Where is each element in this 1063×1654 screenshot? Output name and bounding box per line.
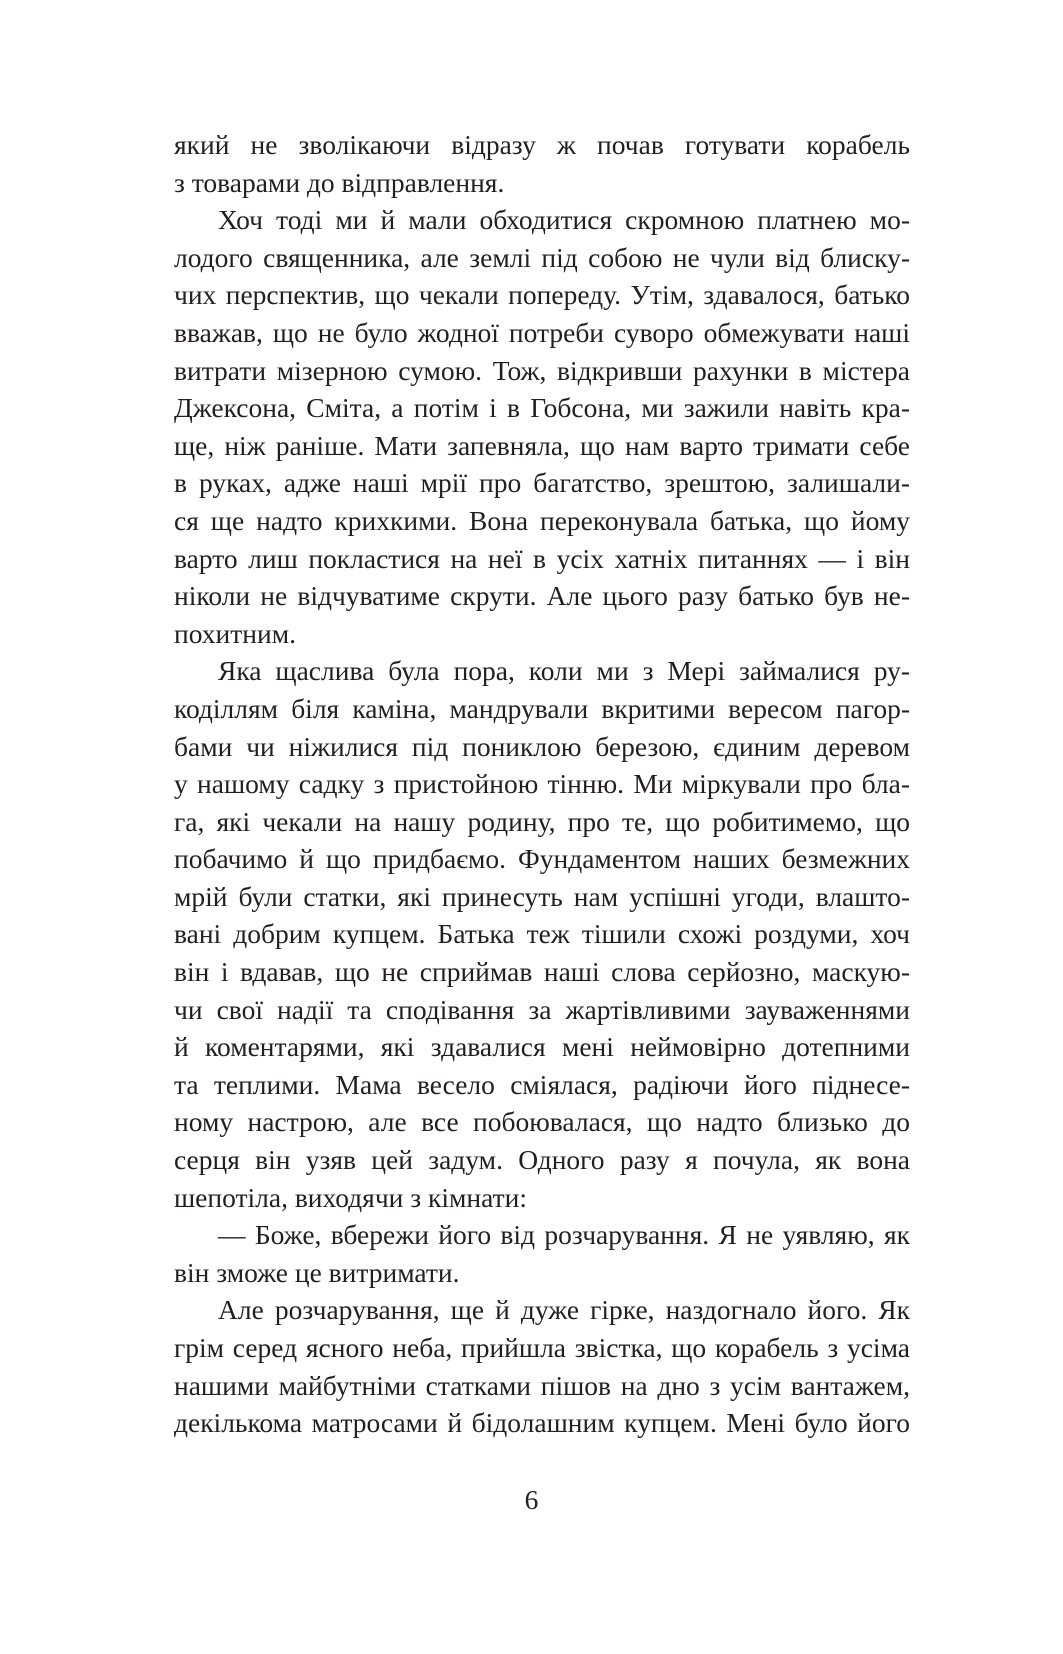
text-line: декількома матросами й бідолашним купцем. Мені було його xyxy=(174,1407,910,1439)
text-line: побачимо й що придбаємо. Фундаментом наших безмежних xyxy=(174,843,910,875)
text-line: вані добрим купцем. Батька теж тішили схожі роздуми, хоч xyxy=(174,918,910,950)
dialogue-paragraph xyxy=(174,1216,910,1291)
text-line: Джексона, Сміта, а потім і в Гобсона, ми зажили навіть кра- xyxy=(174,392,910,424)
text-line: шепотіла, виходячи з кімнати: xyxy=(174,1181,527,1213)
paragraph xyxy=(174,1291,910,1441)
text-line: чих перспектив, що чекали попереду. Утім, здавалося, батько xyxy=(174,279,910,311)
text-line: з товарами до відправлення. xyxy=(174,166,505,198)
text-line: ще, ніж раніше. Мати запевняла, що нам варто тримати себе xyxy=(174,429,910,461)
paragraph xyxy=(174,201,910,652)
text-line: Але розчарування, ще й дуже гірке, наздогнало його. Як xyxy=(218,1294,910,1326)
text-line: в руках, адже наші мрії про багатство, зрештою, залишали- xyxy=(174,467,910,499)
text-line: грім серед ясного неба, прийшла звістка, що корабель з усіма xyxy=(174,1332,910,1363)
page-number: 6 xyxy=(524,1484,539,1515)
text-line: чи свої надії та сподівання за жартівливими зауваженнями xyxy=(174,993,910,1025)
text-line: нашими майбутніми статками пішов на дно з усім вантажем, xyxy=(174,1369,910,1401)
text-line: ніколи не відчуватиме скрути. Але цього разу батько був не- xyxy=(174,580,910,612)
text-line: лодого священника, але землі під собою не чули від блиску- xyxy=(174,241,910,273)
text-line: ному настрою, але все побоювалася, що надто близько до xyxy=(174,1106,910,1138)
paragraph xyxy=(174,652,910,1216)
text-line: Яка щаслива була пора, коли ми з Мері займалися ру- xyxy=(218,655,910,687)
text-line: який не зволікаючи відразу ж почав готувати корабель xyxy=(174,129,910,160)
text-line: мрій були статки, які принесуть нам успішні угоди, влашто- xyxy=(174,880,910,912)
text-line: похитним. xyxy=(174,617,296,649)
text-line: він і вдавав, що не сприймав наші слова серйозно, маскую- xyxy=(174,956,910,988)
text-line: ся ще надто крихкими. Вона переконувала батька, що йому xyxy=(174,504,910,536)
text-line: витрати мізерною сумою. Тож, відкривши рахунки в містера xyxy=(174,354,910,386)
paragraph xyxy=(174,126,910,201)
text-line: Хоч тоді ми й мали обходитися скромною платнею мо- xyxy=(218,204,910,236)
text-line: й коментарями, які здавалися мені неймовірно дотепними xyxy=(174,1031,910,1063)
text-line: варто лиш покластися на неї в усіх хатніх питаннях — і він xyxy=(174,542,910,574)
text-line: — Боже, вбережи його від розчарування. Я не уявляю, як xyxy=(218,1219,910,1251)
text-line: серця він узяв цей задум. Одного разу я почула, як вона xyxy=(174,1144,910,1176)
text-line: бами чи ніжилися під пониклою березою, єдиним деревом xyxy=(174,730,910,762)
text-line: коділлям біля каміна, мандрували вкритими вересом пагор- xyxy=(174,692,910,724)
text-line: вважав, що не було жодної потреби суворо обмежувати наші xyxy=(174,316,910,348)
text-line: він зможе це витримати. xyxy=(174,1256,460,1288)
text-line: у нашому садку з пристойною тінню. Ми міркували про бла- xyxy=(174,768,910,800)
text-line: га, які чекали на нашу родину, про те, що робитимемо, що xyxy=(174,805,910,837)
text-line: та теплими. Мама весело сміялася, радіючи його піднесе- xyxy=(174,1068,910,1100)
book-page-body xyxy=(174,126,910,1442)
